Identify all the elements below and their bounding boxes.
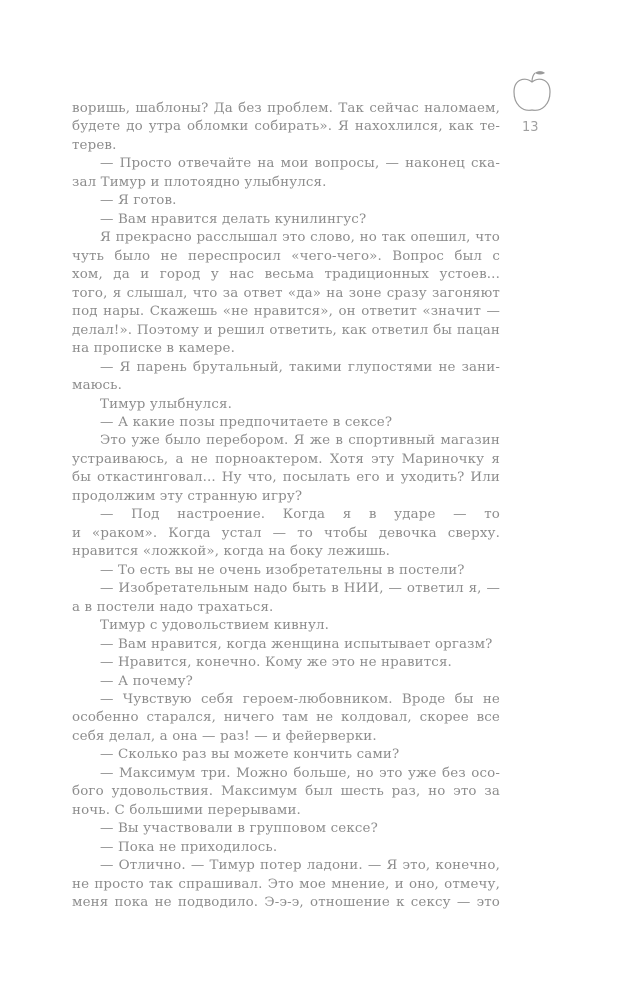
text-line: — Под настроение. Когда я в ударе — то	[100, 507, 500, 523]
text-line: зал Тимур и плотоядно улыбнулся.	[72, 174, 327, 190]
text-line: — Пока не приходилось.	[100, 839, 278, 855]
text-line: особенно старался, ничего там не колдовал, скорее все	[72, 710, 500, 726]
text-line: того, я слышал, что за ответ «да» на зоне сразу загоняют	[72, 285, 500, 301]
text-line: делал!». Поэтому и решил ответить, как ответил бы пацан	[72, 322, 500, 338]
text-line: — Вам нравится делать кунилингус?	[100, 211, 367, 227]
text-line: Тимур с удовольствием кивнул.	[100, 618, 330, 634]
text-line: нравится «ложкой», когда на боку лежишь.	[72, 544, 391, 560]
text-line: продолжим эту странную игру?	[72, 488, 303, 504]
apple-icon	[512, 70, 552, 116]
text-line: — А почему?	[100, 673, 193, 689]
text-line: — Нравится, конечно. Кому же это не нравится.	[100, 655, 452, 671]
text-line: бы откастинговал... Ну что, посылать его и уходить? Или	[72, 470, 500, 486]
text-line: ночь. С большими перерывами.	[72, 802, 301, 818]
text-line: будете до утра обломки собирать». Я нахохлился, как те-	[72, 119, 500, 135]
text-line: на прописке в камере.	[72, 341, 236, 357]
text-line: — Я парень брутальный, такими глупостями не зани-	[100, 359, 500, 375]
text-line: бого удовольствия. Максимум был шесть раз, но это за	[72, 784, 500, 800]
text-line: воришь, шаблоны? Да без проблем. Так сейчас наломаем,	[72, 101, 500, 116]
text-line: — Просто отвечайте на мои вопросы, — наконец ска-	[100, 156, 500, 172]
text-line: и «раком». Когда устал — то чтобы девочка сверху.	[72, 525, 500, 541]
body-text	[72, 100, 500, 913]
text-line: — Сколько раз вы можете кончить сами?	[100, 747, 400, 763]
text-line: — То есть вы не очень изобретательны в постели?	[100, 562, 465, 578]
text-line: Тимур улыбнулся.	[100, 396, 232, 412]
text-line: устраиваюсь, а не порноактером. Хотя эту Мариночку я	[72, 451, 500, 467]
text-line: себя делал, а она — раз! — и фейерверки.	[72, 728, 377, 744]
text-line: меня пока не подводило. Э-э-э, отношение к сексу — это	[72, 895, 500, 911]
text-line: — А какие позы предпочитаете в сексе?	[100, 414, 393, 430]
text-line: а в постели надо трахаться.	[72, 599, 274, 615]
text-line: — Я готов.	[100, 193, 177, 209]
text-line: Я прекрасно расслышал это слово, но так опешил, что	[100, 230, 500, 246]
text-line: чуть было не переспросил «чего-чего». Вопрос был с	[72, 248, 500, 264]
text-line: — Изобретательным надо быть в НИИ, — ответил я, —	[100, 581, 500, 597]
text-line: терев.	[72, 137, 117, 153]
text-line: — Отлично. — Тимур потер ладони. — Я это, конечно,	[100, 858, 500, 874]
text-line: Это уже было перебором. Я же в спортивный магазин	[100, 433, 500, 449]
text-line: под нары. Скажешь «не нравится», он ответит «значит —	[72, 304, 500, 320]
text-line: не просто так спрашивал. Это мое мнение, и оно, отмечу,	[72, 876, 500, 892]
text-line: — Максимум три. Можно больше, но это уже без осо-	[100, 765, 500, 781]
text-line: хом, да и город у нас весьма традиционных устоев...	[72, 267, 500, 283]
text-line: — Вы участвовали в групповом сексе?	[100, 821, 378, 837]
text-line: — Чувствую себя героем-любовником. Вроде бы не	[100, 692, 500, 707]
text-line: маюсь.	[72, 378, 123, 394]
page-number: 13	[522, 120, 539, 135]
text-line: — Вам нравится, когда женщина испытывает оргазм?	[100, 636, 493, 652]
